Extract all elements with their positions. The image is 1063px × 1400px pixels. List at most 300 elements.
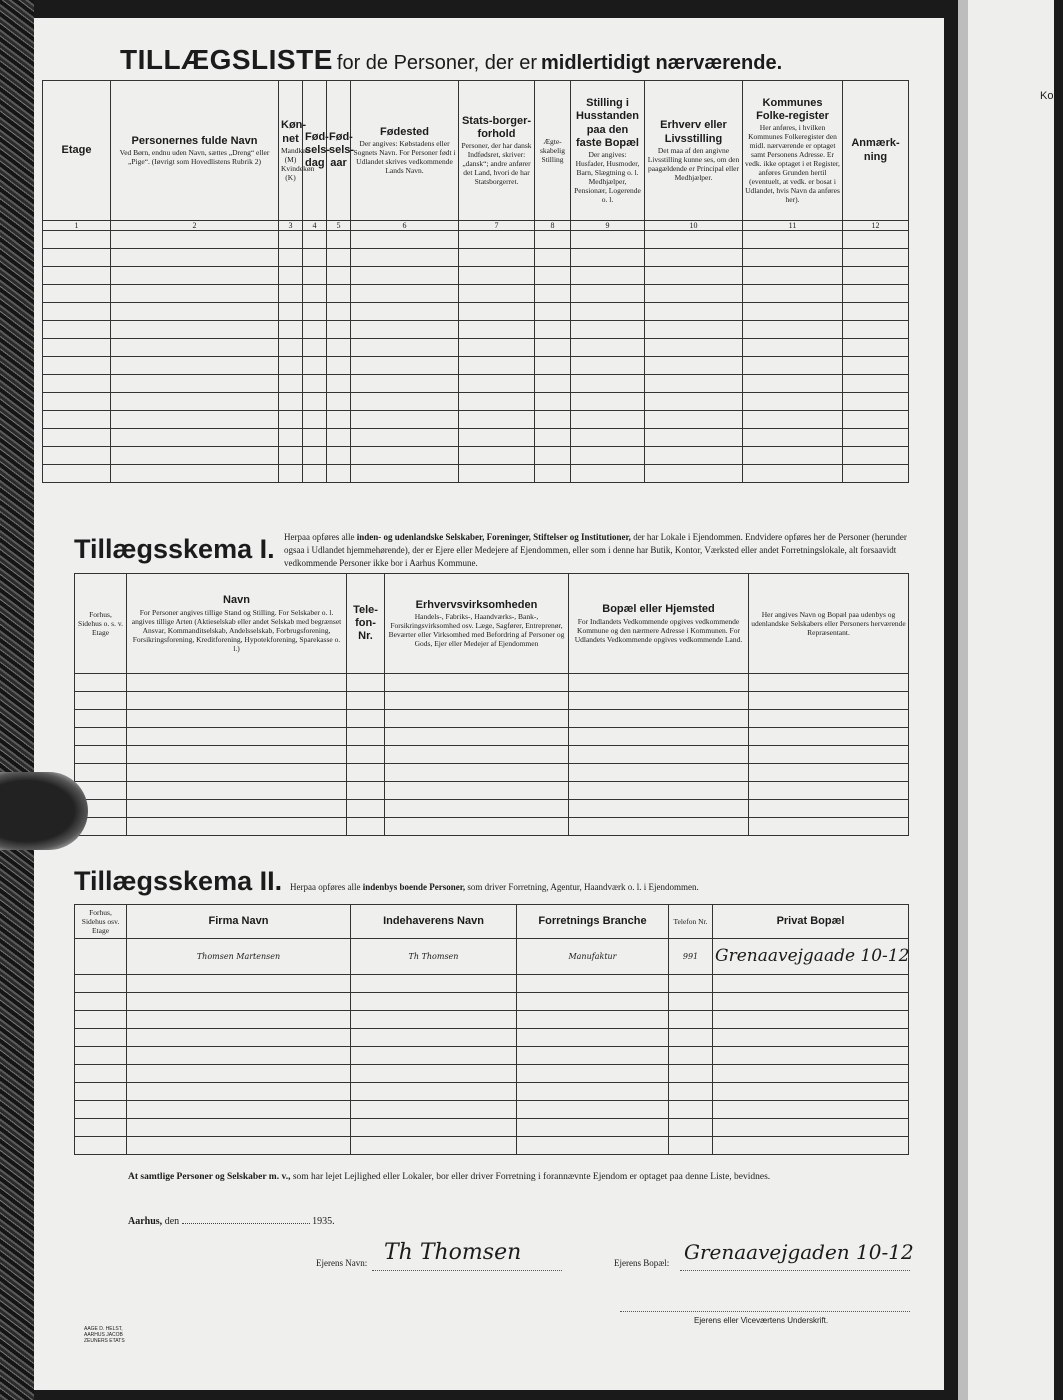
skema1-cell[interactable]	[569, 746, 749, 764]
liste-cell[interactable]	[535, 357, 571, 375]
skema2-row	[75, 1137, 909, 1155]
skema1-cell[interactable]	[749, 674, 909, 692]
liste-cell[interactable]	[43, 447, 111, 465]
skema2-cell[interactable]	[75, 1029, 127, 1047]
skema2-cell[interactable]	[127, 1011, 351, 1029]
liste-cell[interactable]	[571, 411, 645, 429]
skema2-cell[interactable]	[713, 1137, 909, 1155]
liste-cell[interactable]	[459, 411, 535, 429]
liste-cell[interactable]	[111, 357, 279, 375]
skema2-cell[interactable]	[127, 1065, 351, 1083]
skema1-cell[interactable]	[127, 764, 347, 782]
liste-cell[interactable]	[645, 231, 743, 249]
skema1-cell[interactable]	[385, 818, 569, 836]
skema1-cell[interactable]	[749, 818, 909, 836]
liste-cell[interactable]	[111, 267, 279, 285]
liste-cell[interactable]	[327, 285, 351, 303]
liste-cell[interactable]	[303, 411, 327, 429]
liste-cell[interactable]	[571, 357, 645, 375]
liste-cell[interactable]	[111, 375, 279, 393]
liste-cell[interactable]	[843, 249, 909, 267]
liste-cell[interactable]	[645, 447, 743, 465]
skema2-cell[interactable]	[517, 1065, 669, 1083]
skema1-cell[interactable]	[127, 692, 347, 710]
skema1-cell[interactable]	[347, 746, 385, 764]
liste-row	[43, 267, 909, 285]
liste-cell[interactable]	[303, 303, 327, 321]
skema2-cell[interactable]	[75, 1137, 127, 1155]
liste-cell[interactable]	[843, 285, 909, 303]
liste-cell[interactable]	[43, 249, 111, 267]
liste-cell[interactable]	[327, 429, 351, 447]
liste-cell[interactable]	[743, 249, 843, 267]
skema1-cell[interactable]	[569, 710, 749, 728]
liste-cell[interactable]	[279, 447, 303, 465]
skema2-cell[interactable]	[75, 975, 127, 993]
liste-cell[interactable]	[743, 285, 843, 303]
liste-cell[interactable]	[111, 285, 279, 303]
skema1-cell[interactable]	[569, 800, 749, 818]
liste-cell[interactable]	[351, 267, 459, 285]
liste-cell[interactable]	[303, 231, 327, 249]
skema2-cell[interactable]	[669, 1119, 713, 1137]
skema1-cell[interactable]	[75, 692, 127, 710]
skema2-cell[interactable]	[127, 1047, 351, 1065]
liste-cell[interactable]	[645, 357, 743, 375]
skema2-cell[interactable]	[669, 1083, 713, 1101]
liste-cell[interactable]	[571, 375, 645, 393]
column-heading: Indehaverens Navn	[383, 914, 484, 927]
liste-cell[interactable]	[843, 393, 909, 411]
skema1-cell[interactable]	[749, 746, 909, 764]
skema1-cell[interactable]	[347, 764, 385, 782]
liste-cell[interactable]	[303, 447, 327, 465]
liste-cell[interactable]	[571, 447, 645, 465]
liste-cell[interactable]	[303, 465, 327, 483]
liste-cell[interactable]	[279, 249, 303, 267]
skema1-cell[interactable]	[569, 782, 749, 800]
skema1-cell[interactable]	[127, 710, 347, 728]
liste-cell[interactable]	[327, 249, 351, 267]
skema1-cell[interactable]	[385, 782, 569, 800]
liste-cell[interactable]	[843, 303, 909, 321]
liste-cell[interactable]	[843, 339, 909, 357]
liste-head-col-2	[111, 81, 279, 221]
liste-cell[interactable]	[43, 321, 111, 339]
liste-cell[interactable]	[843, 465, 909, 483]
liste-cell[interactable]	[303, 321, 327, 339]
skema2-cell[interactable]	[75, 1011, 127, 1029]
liste-cell[interactable]	[843, 375, 909, 393]
skema1-cell[interactable]	[385, 746, 569, 764]
liste-cell[interactable]	[743, 393, 843, 411]
liste-cell[interactable]	[351, 411, 459, 429]
skema2-cell[interactable]	[669, 1065, 713, 1083]
skema2-cell[interactable]	[75, 993, 127, 1011]
skema2-cell[interactable]	[669, 993, 713, 1011]
liste-cell[interactable]	[645, 267, 743, 285]
liste-cell[interactable]	[743, 429, 843, 447]
skema1-cell[interactable]	[127, 746, 347, 764]
skema1-cell[interactable]	[385, 764, 569, 782]
skema2-cell[interactable]	[517, 993, 669, 1011]
skema1-cell[interactable]	[347, 782, 385, 800]
liste-cell[interactable]	[535, 393, 571, 411]
skema2-cell[interactable]	[669, 975, 713, 993]
liste-cell[interactable]	[279, 285, 303, 303]
liste-cell[interactable]	[351, 447, 459, 465]
liste-cell[interactable]	[535, 465, 571, 483]
liste-cell[interactable]	[351, 375, 459, 393]
liste-cell[interactable]	[743, 375, 843, 393]
liste-cell[interactable]	[571, 267, 645, 285]
liste-cell[interactable]	[645, 249, 743, 267]
liste-cell[interactable]	[327, 303, 351, 321]
liste-cell[interactable]	[43, 429, 111, 447]
liste-cell[interactable]	[535, 411, 571, 429]
skema1-cell[interactable]	[347, 818, 385, 836]
skema1-cell[interactable]	[385, 692, 569, 710]
skema2-cell[interactable]	[669, 1101, 713, 1119]
liste-cell[interactable]	[111, 465, 279, 483]
liste-number-row	[43, 221, 909, 231]
liste-cell[interactable]	[327, 393, 351, 411]
liste-cell[interactable]	[327, 465, 351, 483]
liste-cell[interactable]	[327, 267, 351, 285]
column-heading: Køn-net	[281, 119, 307, 145]
liste-cell[interactable]	[111, 321, 279, 339]
skema2-cell[interactable]	[351, 1101, 517, 1119]
skema2-cell[interactable]	[351, 1083, 517, 1101]
liste-cell[interactable]	[351, 429, 459, 447]
skema2-cell[interactable]	[713, 1047, 909, 1065]
skema1-cell[interactable]	[75, 764, 127, 782]
skema2-cell[interactable]	[669, 1137, 713, 1155]
liste-cell[interactable]	[743, 321, 843, 339]
skema1-cell[interactable]	[347, 692, 385, 710]
liste-cell[interactable]	[459, 285, 535, 303]
skema2-cell[interactable]	[75, 1083, 127, 1101]
liste-cell[interactable]	[459, 231, 535, 249]
skema2-cell[interactable]	[517, 1083, 669, 1101]
skema2-table	[74, 904, 909, 1155]
liste-cell[interactable]	[279, 375, 303, 393]
skema1-cell[interactable]	[385, 800, 569, 818]
liste-cell[interactable]	[843, 231, 909, 249]
liste-cell[interactable]	[327, 231, 351, 249]
liste-cell[interactable]	[843, 357, 909, 375]
skema1-cell[interactable]	[569, 692, 749, 710]
liste-cell[interactable]	[571, 465, 645, 483]
liste-cell[interactable]	[571, 303, 645, 321]
liste-cell[interactable]	[743, 411, 843, 429]
liste-cell[interactable]	[111, 249, 279, 267]
liste-cell[interactable]	[645, 393, 743, 411]
skema2-cell[interactable]	[351, 1137, 517, 1155]
skema2-cell[interactable]	[127, 1083, 351, 1101]
skema2-cell[interactable]	[517, 1029, 669, 1047]
liste-cell[interactable]	[743, 267, 843, 285]
liste-cell[interactable]	[279, 321, 303, 339]
liste-cell[interactable]	[279, 231, 303, 249]
skema1-cell[interactable]	[749, 764, 909, 782]
liste-cell[interactable]	[279, 267, 303, 285]
liste-cell[interactable]	[327, 339, 351, 357]
skema2-cell[interactable]	[75, 1101, 127, 1119]
liste-cell[interactable]	[279, 411, 303, 429]
liste-cell[interactable]	[535, 447, 571, 465]
liste-cell[interactable]	[645, 321, 743, 339]
liste-cell[interactable]	[459, 321, 535, 339]
liste-cell[interactable]	[459, 375, 535, 393]
liste-cell[interactable]	[279, 357, 303, 375]
liste-cell[interactable]	[743, 447, 843, 465]
column-description: Telefon Nr.	[673, 917, 708, 926]
liste-cell[interactable]	[303, 285, 327, 303]
liste-cell[interactable]	[645, 465, 743, 483]
skema2-cell[interactable]	[517, 1137, 669, 1155]
skema2-cell[interactable]	[351, 1047, 517, 1065]
skema1-cell[interactable]	[749, 782, 909, 800]
liste-cell[interactable]	[459, 393, 535, 411]
liste-cell[interactable]	[303, 375, 327, 393]
liste-cell[interactable]	[111, 393, 279, 411]
liste-cell[interactable]	[459, 267, 535, 285]
skema2-cell[interactable]	[517, 1047, 669, 1065]
skema2-intro: Herpaa opføres alle indenbys boende Personer, som driver Forretning, Agentur, Haandværk o. l. i Ejendommen.	[290, 882, 699, 892]
liste-cell[interactable]	[571, 339, 645, 357]
liste-cell[interactable]	[645, 303, 743, 321]
liste-cell[interactable]	[645, 339, 743, 357]
liste-cell[interactable]	[43, 393, 111, 411]
liste-cell[interactable]	[43, 357, 111, 375]
skema2-cell[interactable]	[127, 993, 351, 1011]
liste-cell[interactable]	[351, 321, 459, 339]
liste-cell[interactable]	[111, 303, 279, 321]
liste-cell[interactable]	[843, 411, 909, 429]
liste-cell[interactable]	[327, 321, 351, 339]
liste-body	[43, 231, 909, 483]
skema1-cell[interactable]	[749, 710, 909, 728]
skema1-cell[interactable]	[127, 674, 347, 692]
liste-cell[interactable]	[303, 267, 327, 285]
skema2-cell[interactable]	[713, 1011, 909, 1029]
skema2-cell[interactable]	[127, 975, 351, 993]
liste-cell[interactable]	[43, 339, 111, 357]
liste-cell[interactable]	[843, 321, 909, 339]
skema2-cell[interactable]	[517, 1119, 669, 1137]
skema1-cell[interactable]	[75, 710, 127, 728]
skema2-cell[interactable]	[127, 1101, 351, 1119]
skema1-cell[interactable]	[347, 710, 385, 728]
liste-cell[interactable]	[43, 465, 111, 483]
skema2-cell[interactable]	[713, 1065, 909, 1083]
liste-cell[interactable]	[327, 447, 351, 465]
liste-cell[interactable]	[743, 339, 843, 357]
liste-cell[interactable]	[459, 303, 535, 321]
liste-cell[interactable]	[571, 393, 645, 411]
skema2-cell[interactable]	[517, 975, 669, 993]
skema1-cell[interactable]	[75, 746, 127, 764]
liste-cell[interactable]	[459, 339, 535, 357]
liste-cell[interactable]	[303, 393, 327, 411]
skema2-cell[interactable]	[75, 1119, 127, 1137]
skema1-cell[interactable]	[385, 728, 569, 746]
skema2-cell[interactable]	[713, 1083, 909, 1101]
liste-cell[interactable]	[279, 339, 303, 357]
skema1-cell[interactable]	[385, 710, 569, 728]
liste-cell[interactable]	[535, 249, 571, 267]
skema1-cell[interactable]	[75, 674, 127, 692]
skema1-row	[75, 818, 909, 836]
liste-cell[interactable]	[571, 249, 645, 267]
skema1-cell[interactable]	[347, 674, 385, 692]
liste-cell[interactable]	[645, 411, 743, 429]
liste-cell[interactable]	[645, 285, 743, 303]
liste-cell[interactable]	[535, 375, 571, 393]
liste-cell[interactable]	[571, 321, 645, 339]
skema2-cell[interactable]	[517, 1101, 669, 1119]
liste-cell[interactable]	[645, 429, 743, 447]
liste-cell[interactable]	[43, 231, 111, 249]
liste-cell[interactable]	[279, 465, 303, 483]
skema1-cell[interactable]	[75, 728, 127, 746]
liste-cell[interactable]	[843, 447, 909, 465]
liste-cell[interactable]	[111, 231, 279, 249]
liste-cell[interactable]	[571, 285, 645, 303]
liste-cell[interactable]	[327, 375, 351, 393]
column-heading: Etage	[61, 143, 92, 156]
liste-cell[interactable]	[43, 267, 111, 285]
skema1-cell[interactable]	[749, 692, 909, 710]
skema2-cell[interactable]	[713, 1101, 909, 1119]
skema2-cell[interactable]	[351, 975, 517, 993]
skema2-cell[interactable]	[713, 1029, 909, 1047]
skema1-cell[interactable]	[127, 818, 347, 836]
skema2-row	[75, 1119, 909, 1137]
date-line: Aarhus, den 1935.	[128, 1216, 335, 1227]
skema2-cell[interactable]	[351, 1011, 517, 1029]
liste-cell[interactable]	[459, 465, 535, 483]
skema2-cell[interactable]	[713, 993, 909, 1011]
liste-cell[interactable]	[459, 447, 535, 465]
column-description: Handels-, Fabriks-, Haandværks-, Bank-, Forsikringsvirksomhed osv. Læge, Sagfører, Entreprenør, Beværter eller Virksomhed med Befordring af Personer og Gods, Ejer eller Medejer af Ejendommen	[388, 612, 565, 649]
liste-cell[interactable]	[351, 249, 459, 267]
liste-cell[interactable]	[303, 357, 327, 375]
liste-cell[interactable]	[645, 375, 743, 393]
skema1-cell[interactable]	[347, 728, 385, 746]
liste-cell[interactable]	[743, 231, 843, 249]
liste-cell[interactable]	[111, 339, 279, 357]
skema2-cell[interactable]	[351, 1029, 517, 1047]
liste-cell[interactable]	[743, 303, 843, 321]
liste-cell[interactable]	[43, 285, 111, 303]
skema2-cell[interactable]	[351, 993, 517, 1011]
skema2-cell[interactable]	[127, 1137, 351, 1155]
liste-cell[interactable]	[535, 429, 571, 447]
liste-cell[interactable]	[743, 465, 843, 483]
liste-cell[interactable]	[279, 393, 303, 411]
skema2-row	[75, 1083, 909, 1101]
liste-cell[interactable]	[351, 231, 459, 249]
skema1-cell[interactable]	[127, 782, 347, 800]
liste-cell[interactable]	[459, 357, 535, 375]
liste-cell[interactable]	[43, 411, 111, 429]
liste-cell[interactable]	[843, 267, 909, 285]
skema2-cell[interactable]	[127, 1119, 351, 1137]
liste-cell[interactable]	[279, 303, 303, 321]
liste-cell[interactable]	[535, 321, 571, 339]
skema1-cell[interactable]	[569, 674, 749, 692]
skema1-cell[interactable]	[347, 800, 385, 818]
skema1-cell[interactable]	[385, 674, 569, 692]
skema1-cell[interactable]	[127, 800, 347, 818]
skema2-cell[interactable]	[351, 1065, 517, 1083]
liste-cell[interactable]	[327, 357, 351, 375]
liste-cell[interactable]	[279, 429, 303, 447]
s1-head-col-5	[569, 574, 749, 674]
liste-cell[interactable]	[743, 357, 843, 375]
skema2-cell[interactable]	[669, 1011, 713, 1029]
liste-cell[interactable]	[459, 249, 535, 267]
skema1-cell[interactable]	[127, 728, 347, 746]
skema1-cell[interactable]	[569, 818, 749, 836]
liste-cell[interactable]	[303, 249, 327, 267]
liste-cell[interactable]	[571, 231, 645, 249]
skema2-cell[interactable]	[351, 1119, 517, 1137]
liste-cell[interactable]	[303, 339, 327, 357]
skema2-cell[interactable]	[669, 1047, 713, 1065]
liste-cell[interactable]	[111, 429, 279, 447]
liste-cell[interactable]	[351, 465, 459, 483]
liste-cell[interactable]	[327, 411, 351, 429]
liste-cell[interactable]	[43, 375, 111, 393]
liste-cell[interactable]	[843, 429, 909, 447]
liste-cell[interactable]	[535, 231, 571, 249]
liste-cell[interactable]	[535, 285, 571, 303]
skema2-cell[interactable]	[75, 1047, 127, 1065]
skema1-cell[interactable]	[569, 764, 749, 782]
liste-cell[interactable]	[111, 447, 279, 465]
skema1-cell[interactable]	[569, 728, 749, 746]
skema2-cell[interactable]	[517, 1011, 669, 1029]
liste-cell[interactable]	[351, 357, 459, 375]
liste-cell[interactable]	[111, 411, 279, 429]
liste-cell[interactable]	[535, 303, 571, 321]
skema2-cell[interactable]	[75, 1065, 127, 1083]
skema1-cell[interactable]	[749, 728, 909, 746]
liste-cell[interactable]	[571, 429, 645, 447]
owner-address-line	[680, 1270, 910, 1271]
liste-cell[interactable]	[351, 339, 459, 357]
column-number: 11	[743, 221, 843, 231]
skema2-cell[interactable]	[713, 975, 909, 993]
liste-cell[interactable]	[351, 393, 459, 411]
skema2-cell[interactable]	[713, 1119, 909, 1137]
liste-cell[interactable]	[303, 429, 327, 447]
liste-cell[interactable]	[535, 339, 571, 357]
skema2-cell[interactable]	[669, 1029, 713, 1047]
liste-cell[interactable]	[351, 285, 459, 303]
liste-cell[interactable]	[459, 429, 535, 447]
column-description: Ved Børn, endnu uden Navn, sættes „Dreng“ eller „Pige“. (Iøvrigt som Hovedlistens Rubrik 2)	[119, 148, 270, 167]
liste-cell[interactable]	[535, 267, 571, 285]
skema2-cell[interactable]	[127, 1029, 351, 1047]
skema1-cell[interactable]	[749, 800, 909, 818]
liste-cell[interactable]	[351, 303, 459, 321]
column-description: Der angives: Købstadens eller Sognets Navn. For Personer født i Udlandet skrives vedkommende Lands Navn.	[353, 139, 456, 176]
liste-cell[interactable]	[43, 303, 111, 321]
